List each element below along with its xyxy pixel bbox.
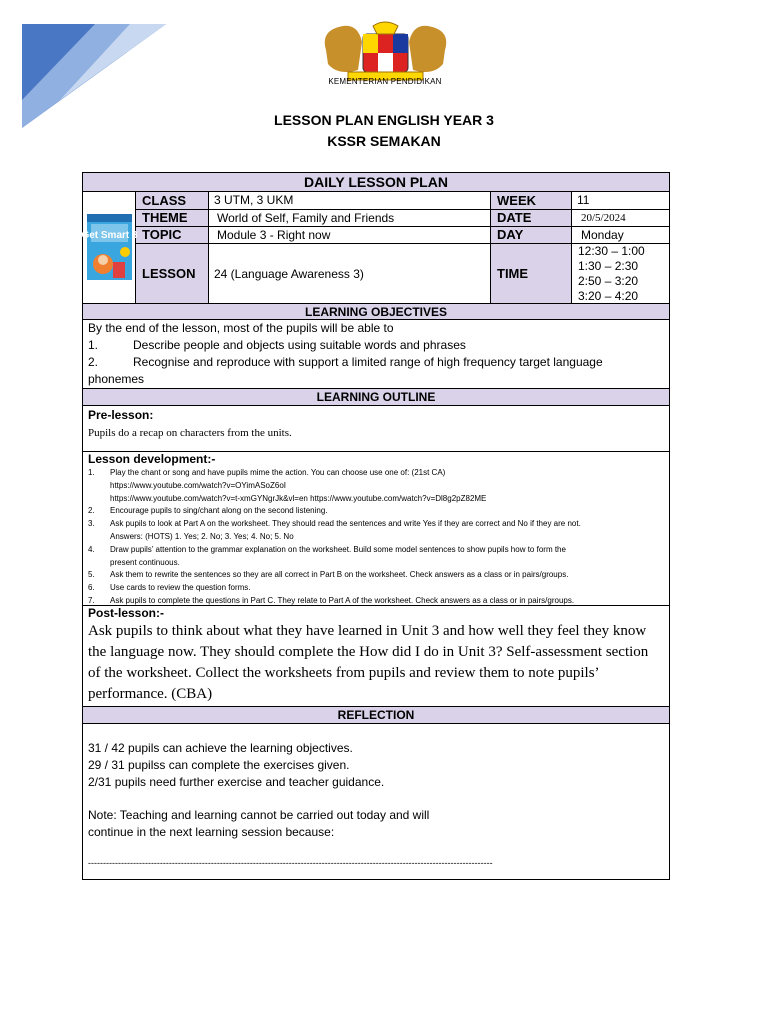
item-text: https://www.youtube.com/watch?v=OYimASoZ6oI <box>110 480 287 490</box>
reflection-header: REFLECTION <box>83 706 669 724</box>
item-text: Answers: (HOTS) 1. Yes; 2. No; 3. Yes; 4. No; 5. No <box>110 531 294 541</box>
lesson-development-item <box>88 569 664 582</box>
week-label: WEEK <box>491 192 571 209</box>
time-label: TIME <box>491 244 571 304</box>
time-slot: 1:30 – 2:30 <box>578 259 639 273</box>
post-lesson-section <box>83 606 669 706</box>
book-title: Get Smart 3 <box>81 230 138 241</box>
item-text: Play the chant or song and have pupils mime the action. You can choose use one of: (21st CA) <box>110 468 446 477</box>
note-line: continue in the next learning session because: <box>88 825 335 839</box>
reflection-line: 2/31 pupils need further exercise and teacher guidance. <box>88 775 385 789</box>
lesson-value: 24 (Language Awareness 3) <box>214 267 364 281</box>
lesson-development-item <box>88 531 664 544</box>
lesson-development-item <box>88 467 664 480</box>
item-number <box>88 493 110 506</box>
objective-item: 2. Recognise and reproduce with support a limited range of high frequency target language <box>88 355 603 369</box>
post-lesson-text: Ask pupils to think about what they have learned in Unit 3 and how well they feel they know the language now. They should complete the How did I do in Unit 3? Self-assessment section of the worksheet. Collect the worksheets from pupils and review them to note pupils’ performance. (CBA) <box>88 623 649 702</box>
item-text: Use cards to review the question forms. <box>110 583 251 593</box>
lesson-development-item <box>88 544 664 557</box>
theme-value: World of Self, Family and Friends <box>217 211 395 225</box>
item-number <box>88 557 110 570</box>
item-number: 4. <box>88 544 95 554</box>
corner-decoration <box>0 0 180 130</box>
item-text: present continuous. <box>110 557 180 567</box>
lesson-development-section <box>83 452 669 606</box>
post-lesson-heading: Post-lesson:- <box>88 606 165 620</box>
learning-objectives-header: LEARNING OBJECTIVES <box>83 303 669 320</box>
item-text: Ask pupils to complete the questions in Part C. They relate to Part A of the worksheet. Check answers as a class or in pairs/groups. <box>110 595 575 605</box>
lesson-development-item <box>88 480 664 493</box>
time-slot: 2:50 – 3:20 <box>578 274 639 288</box>
item-number: 1. <box>88 468 95 477</box>
item-text: Ask them to rewrite the sentences so they are all correct in Part B on the worksheet. Check answers as a class or in pairs/groups. <box>110 570 569 580</box>
item-number <box>88 480 110 493</box>
item-number <box>88 531 110 544</box>
book-cover-image <box>81 214 138 280</box>
objective-item: 1. Describe people and objects using suitable words and phrases <box>88 338 466 352</box>
item-number: 2. <box>88 506 95 516</box>
week-value: 11 <box>577 193 590 207</box>
item-number: 7. <box>88 595 95 605</box>
item-number: 6. <box>88 583 95 593</box>
time-slot: 12:30 – 1:00 <box>578 244 645 258</box>
pre-lesson-section <box>83 406 669 452</box>
time-values <box>572 244 669 304</box>
lesson-development-item <box>88 493 664 506</box>
item-text: Ask pupils to look at Part A on the worksheet. They should read the sentences and write Yes if they are correct and No if they are not. <box>110 519 581 529</box>
item-number: 5. <box>88 570 95 580</box>
page-title: LESSON PLAN ENGLISH YEAR 3 <box>274 112 494 128</box>
time-slot: 3:20 – 4:20 <box>578 289 639 303</box>
ministry-name: KEMENTERIAN PENDIDIKAN <box>328 77 442 86</box>
class-label: CLASS <box>136 192 208 209</box>
item-text: Encourage pupils to sing/chant along on the second listening. <box>110 506 328 516</box>
learning-outline-header: LEARNING OUTLINE <box>83 388 669 406</box>
note-line: Note: Teaching and learning cannot be carried out today and will <box>88 808 430 822</box>
date-label: DATE <box>491 210 571 226</box>
lesson-development-item <box>88 505 664 518</box>
lesson-label: LESSON <box>136 244 208 304</box>
objectives-section <box>83 319 669 387</box>
item-text: Draw pupils’ attention to the grammar explanation on the worksheet. Build some model sentences to show pupils how to form the <box>110 544 566 554</box>
lesson-development-item <box>88 557 664 570</box>
pre-lesson-heading: Pre-lesson: <box>88 408 154 422</box>
item-number: 3. <box>88 519 95 529</box>
class-value: 3 UTM, 3 UKM <box>214 193 294 207</box>
day-label: DAY <box>491 227 571 243</box>
dashed-line: --------------------------------------------------------------------------------------------------------------------------------------- <box>88 858 493 868</box>
page-subtitle: KSSR SEMAKAN <box>327 133 441 149</box>
lesson-development-item <box>88 518 664 531</box>
lesson-development-list <box>83 467 669 608</box>
lesson-development-heading: Lesson development:- <box>88 452 216 466</box>
reflection-line: 31 / 42 pupils can achieve the learning objectives. <box>88 741 353 755</box>
item-text: https://www.youtube.com/watch?v=t-xmGYNgrJk&vl=en https://www.youtube.com/watch?v=Dl8g2pZ82ME <box>110 493 487 503</box>
lesson-plan-table <box>82 172 670 880</box>
daily-lesson-plan-header: DAILY LESSON PLAN <box>83 173 669 192</box>
lesson-development-item <box>88 582 664 595</box>
pre-lesson-text: Pupils do a recap on characters from the units. <box>88 427 292 439</box>
topic-label: TOPIC <box>136 227 208 243</box>
reflection-section <box>83 724 669 879</box>
theme-label: THEME <box>136 210 208 226</box>
reflection-line: 29 / 31 pupilss can complete the exercises given. <box>88 758 350 772</box>
topic-value: Module 3 - Right now <box>217 228 331 242</box>
day-value: Monday <box>581 228 624 242</box>
date-value: 20/5/2024 <box>581 212 626 224</box>
objective-wrap: phonemes <box>88 372 145 386</box>
objectives-intro: By the end of the lesson, most of the pupils will be able to <box>88 321 394 335</box>
